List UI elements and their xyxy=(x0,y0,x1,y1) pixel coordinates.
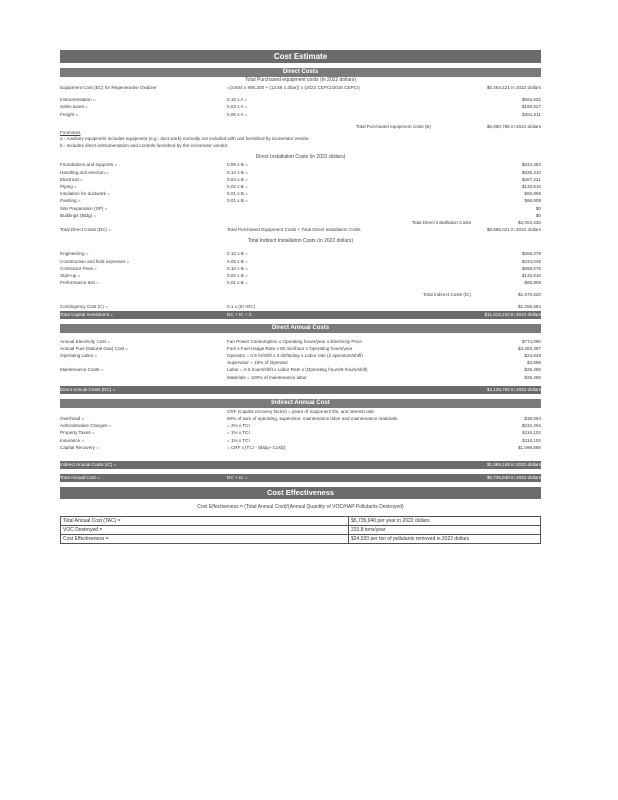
table-row: Insulation for ductwork = 0.01 x B = $66,808 xyxy=(60,191,541,197)
crf-note: CRF (Capital recovery factor) = years of equipment life, and interest rate xyxy=(227,408,374,414)
table-row: Overhead = 60% of sum of operating, supervisor, maintenance labor and maintenance materials $38,064 xyxy=(60,415,541,421)
cost-effectiveness-table xyxy=(60,516,541,544)
table-row: Materials = 100% of maintenance labor $25,480 xyxy=(227,374,541,380)
table-row: Maintenance Costs = Labor = 0.5 hours/shift x Labor Rate x (Operating hours/8 hours/shift) $25,480 xyxy=(60,367,541,373)
cost-effectiveness-header: Cost Effectiveness xyxy=(60,487,541,499)
table-row: Start-up = 0.02 x B = $133,616 xyxy=(60,272,541,278)
title-bar xyxy=(60,50,541,63)
table-row: Capital Recovery = = CRF x [TCI - (Bldg+ Cost)] $1,096,686 xyxy=(60,444,541,450)
purchased-equipment-total: Total Purchased equipment costs (B) $6,680,785 in 2022 dollars xyxy=(355,123,541,129)
table-row: Foundations and supports = 0.08 x B = $534,463 xyxy=(60,162,541,168)
table-row: Electrical = 0.04 x B = $267,231 xyxy=(60,176,541,182)
indirect-annual-cost-header: Indirect Annual Cost xyxy=(60,399,541,408)
cost-estimate-page xyxy=(60,50,541,544)
table-row: Sales taxes = 0.03 x A = $168,527 xyxy=(60,104,541,110)
table-row: Piping = 0.02 x B = $133,616 xyxy=(60,184,541,189)
page-title: Cost Estimate xyxy=(273,52,328,61)
total-indirect-costs-row: Total Indirect Costs (IC) $1,870,620 xyxy=(423,292,541,298)
table-row: Operating Labor = Operator = 0.5 hr/shift x 3 shifts/day x Labor rate (2 operators/shift) $24,639 xyxy=(60,353,541,358)
cost-effectiveness-formula: Cost Effectiveness = (Total Annual Cost)/(Annual Quantity of VOC/HAP Pollutants Destroyed) xyxy=(197,503,404,510)
direct-annual-costs-header: Direct Annual Costs xyxy=(60,324,541,333)
footnote: b - Includes direct instrumentation and controls furnished by the incinerator vendor. xyxy=(60,142,229,148)
table-row: Annual Electricity Cost = Fan Power Consumption x Operating hours/year x Electricity Price $774,090 xyxy=(60,338,541,344)
table-row: Handling and erection = 0.14 x B = $935,310 xyxy=(60,169,541,175)
total-capital-investment-row: Total Capital Investment = DC + IC + C $11,610,210 in 2022 dollars xyxy=(60,311,541,317)
table-row: Cost Effectiveness = $24,533 per ton of pollutants removed in 2022 dollars xyxy=(61,534,541,543)
table-row: Total Annual Cost (TAC) = $5,735,940 per year in 2022 dollars xyxy=(61,516,541,525)
table-row: Performance test = 0.01 x B = $66,808 xyxy=(60,280,541,286)
table-row: Property Taxes = = 1% x TCI $116,102 xyxy=(60,430,541,436)
equipment-cost-row: Equipment Cost (EC) for Regenerative Oxidizer =(3.604 x 990,200 + (13.56 x 2bar)) x (2022 CEPCI/2016 CEPCI) $5,454,421 in 2022 dollars xyxy=(60,85,541,90)
table-row: Contractor Fees = 0.10 x B = $668,079 xyxy=(60,265,541,271)
table-row: Site Preparation (SP) = $0 xyxy=(60,205,541,211)
indirect-installation-header: Total Indirect Installation Costs (in 2022 dollars) xyxy=(247,238,354,245)
table-row: Buildings (Bldg) = $0 xyxy=(60,212,541,218)
table-row: VOC Destroyed = 233.8 tons/year xyxy=(61,525,541,534)
table-row: Insurance = = 1% x TCI $116,102 xyxy=(60,437,541,443)
footnotes-title: Footnotes xyxy=(60,129,81,135)
indirect-installation-items xyxy=(60,250,541,286)
footnote: a - Auxiliary equipment includes equipment (e.g., duct work) normally not included with unit furnished by incinerator vendor. xyxy=(60,136,310,142)
table-row: Administrative Charges = = 2% x TCI $232,204 xyxy=(60,423,541,429)
table-row: Painting = 0.01 x B = $66,808 xyxy=(60,198,541,204)
direct-costs-subheader: Total Purchased equipment costs (in 2022 dollars) xyxy=(245,77,356,83)
direct-installation-header: Direct Installation Costs (in 2022 dollars) xyxy=(255,154,346,161)
indirect-annual-costs-total: Indirect Annual Costs (IC) = $1,599,158 in 2022 dollars xyxy=(60,461,541,467)
contingency-row: Contingency Cost (C) = 0.1 x (IC+DC) $1,055,564 xyxy=(60,304,541,310)
direct-costs-header: Direct Costs xyxy=(60,68,541,77)
installation-items xyxy=(60,161,541,219)
table-row: Supervisor = 15% of Operator $3,696 xyxy=(227,360,541,366)
table-row: Instrumentation = 0.10 x A = $563,632 xyxy=(60,97,541,103)
direct-installation-total: Total Direct Installation Costs $2,004,236 xyxy=(411,219,541,225)
table-row: Construction and field expenses = 0.05 x B = $334,039 xyxy=(60,258,541,264)
annual-items xyxy=(60,338,541,381)
purchased-items xyxy=(60,96,541,118)
table-row: Freight = 0.05 x A = $281,211 xyxy=(60,111,541,117)
total-annual-cost-row: Total Annual Cost = DC + IC = $5,735,940 in 2022 dollars xyxy=(60,474,541,480)
indirect-annual-items xyxy=(60,415,541,451)
table-row: Engineering = 0.10 x B = $668,079 xyxy=(60,251,541,257)
table-row: Annual Fuel (Natural Gas) Cost = Fuel x Fuel Usage Rate x 60 min/hour x Operating hours/year $3,283,397 xyxy=(60,345,541,351)
direct-annual-costs-total: Direct Annual Costs (DC) = $4,136,782 in 2022 dollars xyxy=(60,386,541,392)
total-direct-costs-row: Total Direct Costs (DC) = Total Purchased Equipment Costs + Total Direct Installation Costs $8,685,021 in 2022 dollars xyxy=(60,227,541,233)
